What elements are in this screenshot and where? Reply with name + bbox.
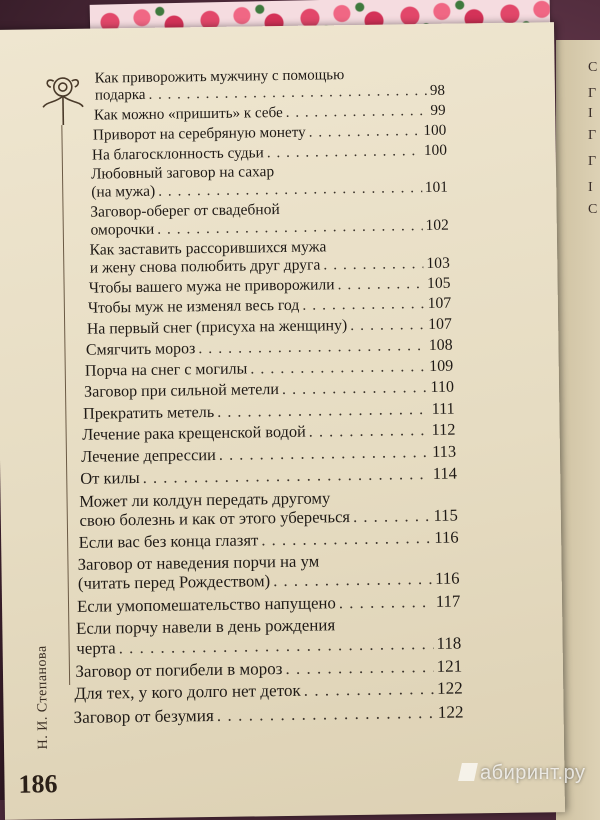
toc-entry — [91, 161, 448, 201]
toc-entry — [88, 295, 452, 318]
toc-entry-title: Как можно «пришить» к себе — [93, 104, 283, 124]
dot-leader — [119, 634, 434, 658]
toc-entry-title: свою болезнь и как от этого уберечься — [79, 506, 351, 530]
toc-entry-title: Порча на снег с могилы — [84, 360, 248, 380]
watermark — [460, 762, 586, 785]
toc-page-number: 115 — [433, 505, 458, 525]
dot-leader — [261, 528, 431, 549]
toc-entry — [92, 141, 447, 164]
toc-entry — [74, 679, 463, 704]
dot-leader — [353, 506, 431, 526]
dot-leader — [339, 592, 433, 613]
toc-page-number: 100 — [423, 121, 447, 139]
next-page-fragment: Г — [588, 86, 597, 101]
toc-entry — [93, 122, 447, 144]
dot-leader — [350, 316, 425, 335]
book-page — [0, 22, 565, 820]
toc-entry-title: Если вас без конца глазят — [78, 530, 259, 552]
toc-entry-title: (на мужа) — [91, 182, 156, 201]
toc-entry — [87, 316, 452, 339]
labirint-logo-icon — [458, 763, 478, 781]
page-number: 186 — [18, 769, 58, 799]
dot-leader — [282, 379, 428, 400]
toc-entry — [79, 528, 459, 552]
dot-leader — [273, 569, 432, 590]
toc-entry — [79, 486, 458, 529]
toc-page-number: 116 — [435, 568, 460, 589]
toc-page-number: 107 — [428, 315, 452, 333]
toc-entry-title: Как приворожить мужчину с помощью — [94, 67, 345, 87]
toc-entry — [80, 464, 457, 488]
toc-page-number: 116 — [434, 527, 459, 547]
toc-entry-title: Заговор при сильной метели — [83, 380, 280, 401]
toc-entry — [77, 591, 461, 616]
next-page-fragment: I — [588, 180, 593, 195]
toc-entry-title: Чтобы вашего мужа не приворожили — [88, 276, 335, 297]
dot-leader — [302, 295, 425, 315]
toc-page-number: 102 — [425, 216, 449, 234]
dot-leader — [323, 255, 423, 274]
next-page-fragment: С — [588, 202, 598, 217]
toc-page-number: 103 — [426, 254, 450, 272]
toc-page-number: 112 — [431, 420, 456, 440]
toc-entry-title: (читать перед Рождеством) — [77, 571, 271, 594]
dot-leader — [157, 217, 423, 239]
toc-entry-title: и жену снова полюбить друг друга — [89, 256, 321, 277]
toc-page-number: 107 — [427, 295, 452, 313]
toc-entry — [81, 443, 456, 467]
author-name: Н. И. Степанова — [34, 645, 52, 750]
next-page-fragment: I — [588, 106, 593, 121]
toc-entry — [86, 336, 453, 359]
toc-page-number: 110 — [430, 378, 455, 396]
dot-leader — [285, 656, 433, 678]
toc-entry-title: От килы — [80, 467, 140, 488]
toc-entry-title: Лечение рака крещенской водой — [82, 422, 306, 445]
toc-entry-title: Прекратить метель — [82, 402, 215, 423]
toc-entry-title: Заговор-оберег от свадебной — [90, 200, 280, 221]
toc-page-number: 99 — [430, 102, 446, 119]
dot-leader — [158, 179, 422, 200]
dot-leader — [309, 421, 429, 441]
toc-entry-title: Если умопомешательство напущено — [76, 593, 336, 616]
toc-entry — [83, 400, 455, 424]
next-page-fragment: Г — [588, 154, 597, 169]
dot-leader — [217, 702, 435, 725]
dot-leader — [219, 443, 430, 465]
toc-entry — [95, 66, 445, 105]
toc-page-number: 117 — [435, 591, 461, 611]
toc-entry — [94, 102, 446, 124]
toc-page-number: 111 — [431, 399, 455, 418]
toc-entry — [85, 357, 454, 381]
toc-entry-title: Как заставить рассорившихся мужа — [89, 238, 327, 259]
toc-page-number: 122 — [437, 702, 464, 722]
toc-entry-title: Заговор от безумия — [73, 705, 214, 727]
toc-entry-title: Чтобы муж не изменял весь год — [87, 297, 300, 318]
toc-page-number: 114 — [432, 463, 458, 483]
toc-entry — [75, 656, 462, 681]
toc-page-number: 122 — [436, 679, 463, 699]
next-page-fragment: С — [588, 60, 598, 75]
toc-page-number: 98 — [429, 82, 446, 100]
author-running-head — [32, 629, 54, 769]
floral-ornament-icon — [33, 67, 94, 128]
toc-entry-title: На первый снег (присуха на женщину) — [86, 317, 348, 338]
toc-page-number: 100 — [423, 141, 448, 159]
toc-entry-title: Для тех, у кого долго нет деток — [74, 681, 301, 704]
next-page-fragment: Г — [588, 128, 597, 143]
toc-entry-title: Смягчить мороз — [85, 339, 196, 359]
toc-page-number: 121 — [436, 656, 463, 676]
toc-entry — [89, 237, 449, 278]
dot-leader — [217, 400, 429, 422]
dot-leader — [143, 465, 430, 488]
toc-entry-title: Если порчу навели в день рождения — [75, 615, 336, 639]
toc-entry — [84, 378, 454, 402]
dot-leader — [148, 83, 427, 104]
toc-entry-title: На благосклонность судьи — [91, 143, 264, 164]
toc-page-number: 109 — [429, 357, 454, 375]
margin-rule — [61, 125, 70, 685]
dot-leader — [304, 679, 435, 700]
toc-entry-title: Любовный заговор на сахар — [90, 163, 275, 183]
toc-entry-title: черта — [76, 638, 116, 658]
toc-entry-title: Заговор от погибели в мороз — [75, 658, 283, 681]
toc-entry-title: оморочки — [90, 220, 155, 239]
toc-entry-title: Заговор от наведения порчи на ум — [77, 551, 320, 575]
toc-entry — [76, 614, 462, 658]
watermark-text: абиринт.ру — [480, 762, 586, 784]
dot-leader — [198, 337, 426, 358]
dot-leader — [267, 142, 421, 162]
toc-page-number: 101 — [424, 178, 449, 196]
dot-leader — [250, 358, 426, 379]
toc-entry — [82, 421, 456, 445]
dot-leader — [309, 122, 421, 141]
toc-entry — [89, 275, 451, 298]
toc-page-number: 105 — [426, 274, 451, 293]
toc-entry — [90, 199, 449, 240]
toc-page-number: 118 — [436, 633, 462, 653]
table-of-contents — [73, 66, 464, 731]
toc-entry-title: подарка — [94, 87, 146, 104]
dot-leader — [286, 102, 428, 121]
toc-page-number: 108 — [428, 336, 453, 354]
toc-entry-title: Лечение депрессии — [81, 444, 216, 466]
toc-entry-title: Может ли колдун передать другому — [79, 488, 331, 511]
toc-page-number: 113 — [432, 441, 457, 461]
dot-leader — [337, 275, 424, 294]
toc-entry-title: Приворот на серебряную монету — [92, 123, 306, 144]
toc-entry — [78, 550, 460, 594]
toc-entry — [73, 702, 463, 727]
